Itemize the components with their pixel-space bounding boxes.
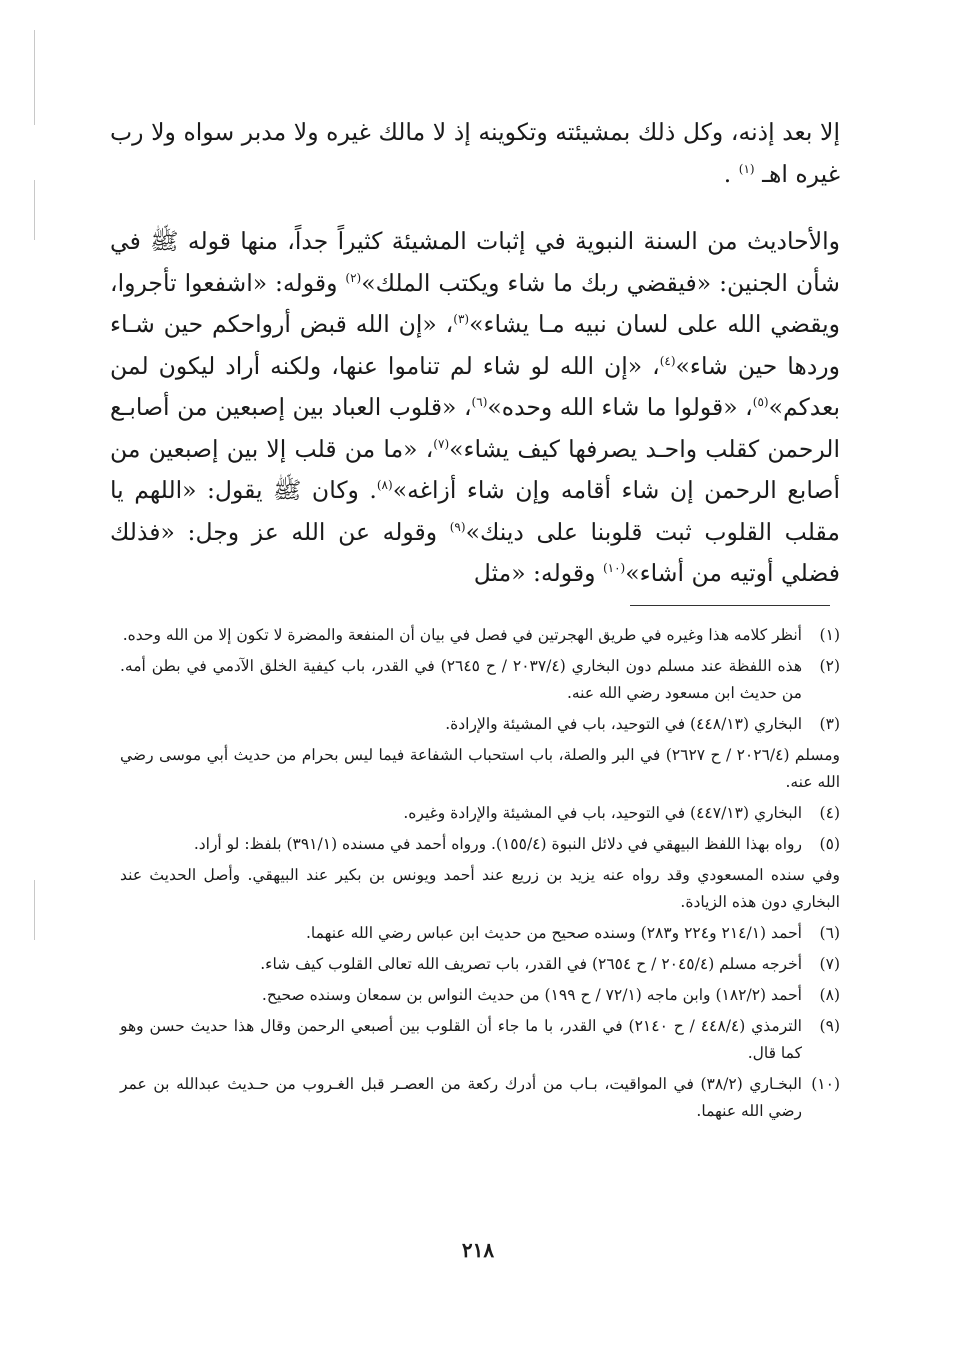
footnote-text: أحمد (١٨٢/٢) وابن ماجه (٧٢/١ / ح ١٩٩) من حديث النواس بن سمعان وسنده صحيح. xyxy=(261,986,802,1004)
paragraph-segment: ، «إن الله لو شاء لم تناموا عنها، ولكنه أراد ليكون لمن بعدكم» xyxy=(110,351,840,421)
footnote-text: رواه بهذا اللفظ البيهقي في دلائل النبوة (١٥٥/٤). ورواه أحمد في مسنده (٣٩١/١) بلفظ: لو أراد. xyxy=(193,835,802,853)
footnote-number: (١٠) xyxy=(811,1075,840,1093)
paragraph-segment: ، «ما من قلب إلا بين إصبعين من أصابع الرحمن إن شاء أقامه وإن شاء أزاغه» xyxy=(110,434,840,504)
footnote-number: (٧) xyxy=(819,955,840,973)
footnote-ref: (٧) xyxy=(433,436,450,451)
footnote-text: أنظر كلامه هذا وغيره في طريق الهجرتين في فصل في بيان أن المنفعة والمضرة لا تكون إلا من الله وحده. xyxy=(122,626,802,644)
footnote-ref: (١٠) xyxy=(602,561,626,576)
footnote-ref: (٢) xyxy=(345,270,362,285)
footnote-ref: (٣) xyxy=(453,312,470,327)
footnote-number: (٤) xyxy=(819,804,840,822)
footnote-text: وفي سنده المسعودي وقد رواه عنه يزيد بن زريع عند أحمد ويونس بن بكير عند البيهقي. وأصل الحديث عند البخاري دون هذه الزيادة. xyxy=(120,866,840,911)
footnote-number: (٣) xyxy=(819,715,840,733)
footnote-text: البخاري (٤٤٧/١٣) في التوحيد، باب في المشيئة والإرادة وغيره. xyxy=(403,804,802,822)
footnote-number: (٨) xyxy=(819,986,840,1004)
paragraph-segment: . وكان ﷺ يقول: «اللهم يا مقلب القلوب ثبت قلوبنا على دينك» xyxy=(110,476,840,546)
footnote xyxy=(120,951,840,978)
paragraph-segment: وقوله: «مثل xyxy=(473,559,603,587)
footnote xyxy=(120,653,840,707)
paragraph-segment: وقوله عن الله عز وجل: «فذلك فضلي أوتيه من أشاء» xyxy=(110,517,840,587)
footnote xyxy=(120,622,840,649)
footnote-text: أحمد (٢١٤/١ و٢٢٤ و٢٨٣) وسنده صحيح من حديث ابن عباس رضي الله عنهما. xyxy=(305,924,802,942)
paragraph-text: إلا بعد إذنه، وكل ذلك بمشيئته وتكوينه إذ لا مالك غيره ولا مدبر سواه ولا رب غيره اهـ xyxy=(110,118,840,188)
footnote xyxy=(120,800,840,827)
footnote xyxy=(120,862,840,916)
scan-edge-mark xyxy=(34,880,35,940)
paragraph-continuation: إلا بعد إذنه، وكل ذلك بمشيئته وتكوينه إذ لا مالك غيره ولا مدبر سواه ولا رب غيره اهـ $^{(١)}$ . xyxy=(110,118,840,188)
footnote-number: (٢) xyxy=(819,657,840,675)
footnote-ref: (٨) xyxy=(376,478,393,493)
footnote xyxy=(120,1071,840,1125)
footnote-text: هذه اللفظة عند مسلم دون البخاري (٢٠٣٧/٤ / ح ٢٦٤٥) في القدر، باب كيفية الخلق الآدمي في بطن أمه. من حديث ابن مسعود رضي الله عنه. xyxy=(120,657,802,702)
scan-edge-mark xyxy=(34,180,35,240)
footnotes-list xyxy=(120,622,840,1129)
paragraph-segment: وقوله: «اشفعوا تأجروا، ويقضي الله على لسان نبيه مـا يشاء» xyxy=(110,268,840,338)
footnote-ref: (١) xyxy=(738,161,755,176)
footnote-text: البخـاري (٣٨/٢) في المواقيت، بـاب من أدرك ركعة من العصـر قبل الغـروب من حـديث عبدالله بن عمر رضي الله عنهما. xyxy=(120,1075,802,1120)
footnote xyxy=(120,982,840,1009)
footnote-text: ومسلم (٢٠٢٦/٤ / ح ٢٦٢٧) في البر والصلة، باب استحباب الشفاعة فيما ليس بحرام من حديث أبي موسى رضي الله عنه. xyxy=(120,746,840,791)
footnote-separator xyxy=(630,605,830,606)
paragraph-segment: ، «قولوا ما شاء الله وحده» xyxy=(487,393,753,421)
footnote xyxy=(120,711,840,738)
footnote-ref: (٤) xyxy=(659,353,676,368)
paragraph-segment: ، «إن الله قبض أرواحكم حين شـاء وردها حين شاء» xyxy=(110,310,840,380)
footnote xyxy=(120,831,840,858)
paragraph-hadiths xyxy=(110,221,840,595)
footnote-ref: (٥) xyxy=(752,395,769,410)
footnote-ref: (٩) xyxy=(449,519,466,534)
paragraph-segment: ، «قلوب العباد بين إصبعين من أصابـع الرحمن كقلب واحـد يصرفها كيف يشاء» xyxy=(110,393,840,463)
footnote-number: (٥) xyxy=(819,835,840,853)
footnote-text: أخرجه مسلم (٢٠٤٥/٤ / ح ٢٦٥٤) في القدر، باب تصريف الله تعالى القلوب كيف شاء. xyxy=(260,955,802,973)
footnote-number: (١) xyxy=(819,626,840,644)
main-text xyxy=(110,112,840,595)
footnote-text: البخاري (٤٤٨/١٣) في التوحيد، باب في المشيئة والإرادة. xyxy=(445,715,802,733)
footnote-number: (٩) xyxy=(819,1017,840,1035)
footnote-number: (٦) xyxy=(819,924,840,942)
footnote xyxy=(120,920,840,947)
footnote-text: الترمذي (٤٤٨/٤ / ح ٢١٤٠) في القدر، با ما جاء أن القلوب بين أصبعي الرحمن وقال هذا حديث حسن وهو كما قال. xyxy=(120,1017,802,1062)
footnote xyxy=(120,742,840,796)
footnote-ref: (٦) xyxy=(471,395,488,410)
paragraph-segment: والأحاديث من السنة النبوية في إثبات المشيئة كثيراً جداً، منها قوله ﷺ في شأن الجنين: «فيقضي ربك ما شاء ويكتب الملك» xyxy=(110,227,840,297)
page-number: ٢١٨ xyxy=(461,1238,495,1262)
footnote xyxy=(120,1013,840,1067)
scan-edge-mark xyxy=(34,30,35,125)
